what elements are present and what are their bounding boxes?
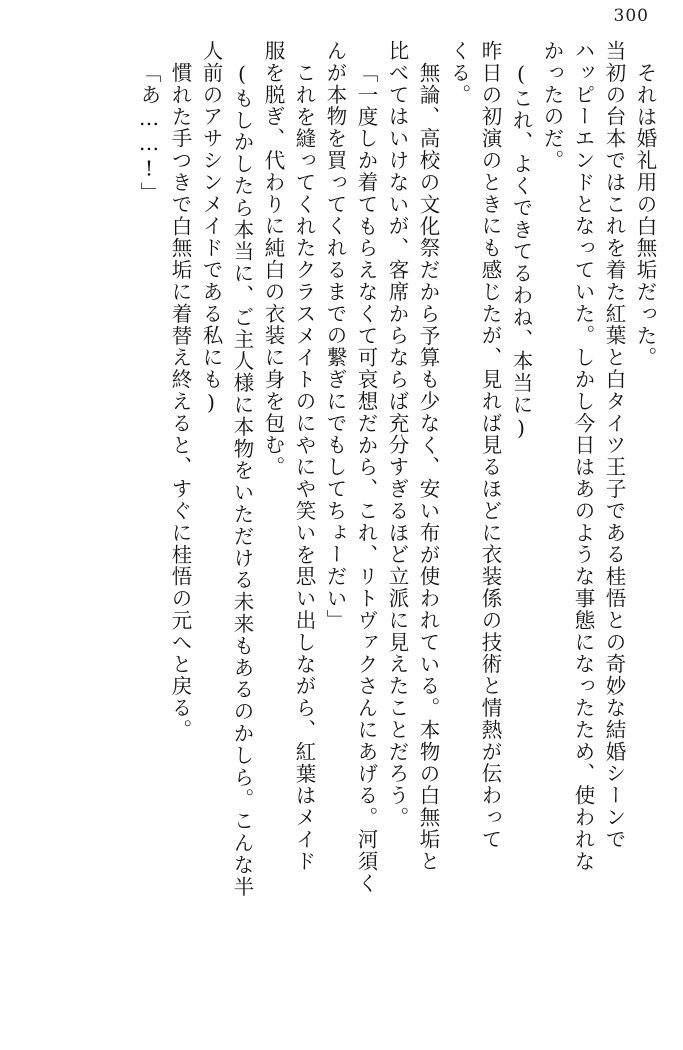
text-column: かったのだ。 xyxy=(540,40,564,172)
text-column: 服を脱ぎ、代わりに純白の衣装に身を包む。 xyxy=(261,40,285,478)
text-column: くる。 xyxy=(447,40,471,106)
text-column: んが本物を買ってくれるまでの繋ぎにでもしてちょーだい」 xyxy=(323,40,347,632)
text-column: 人前のアサシンメイドである私にも) xyxy=(199,40,223,416)
text-column: これを縫ってくれたクラスメイトのにやにや笑いを思い出しながら、紅葉はメイド xyxy=(292,62,316,873)
vertical-text-body xyxy=(24,40,655,1026)
text-column: (もしかしたら本当に、ご主人様に本物をいただける未来もあるのかしら。こんな半 xyxy=(230,62,254,898)
page-number: 300 xyxy=(613,6,649,26)
text-column: 「あ……!」 xyxy=(137,62,161,204)
text-column: 昨日の初演のときにも感じたが、見れば見るほどに衣装係の技術と情熱が伝わって xyxy=(478,40,502,851)
text-column: 比べてはいけないが、客席からならば充分すぎるほど立派に見えたことだろう。 xyxy=(385,40,409,829)
text-column: 当初の台本ではこれを着た紅葉と白タイツ王子である桂悟との奇妙な結婚シーンで xyxy=(602,40,626,851)
text-column: それは婚礼用の白無垢だった。 xyxy=(633,62,657,369)
text-column: (これ、よくできてるわね、本当に) xyxy=(509,62,533,442)
text-column: 「一度しか着てもらえなくて可哀想だから、これ、リトヴァクさんにあげる。河須く xyxy=(354,62,378,895)
text-column: 無論、高校の文化祭だから予算も少なく、安い布が使われている。本物の白無垢と xyxy=(416,62,440,873)
text-column: ハッピーエンドとなっていた。しかし今日はあのような事態になったため、使われな xyxy=(571,40,595,873)
text-column: 慣れた手つきで白無垢に着替え終えると、すぐに桂悟の元へと戻る。 xyxy=(168,62,192,741)
